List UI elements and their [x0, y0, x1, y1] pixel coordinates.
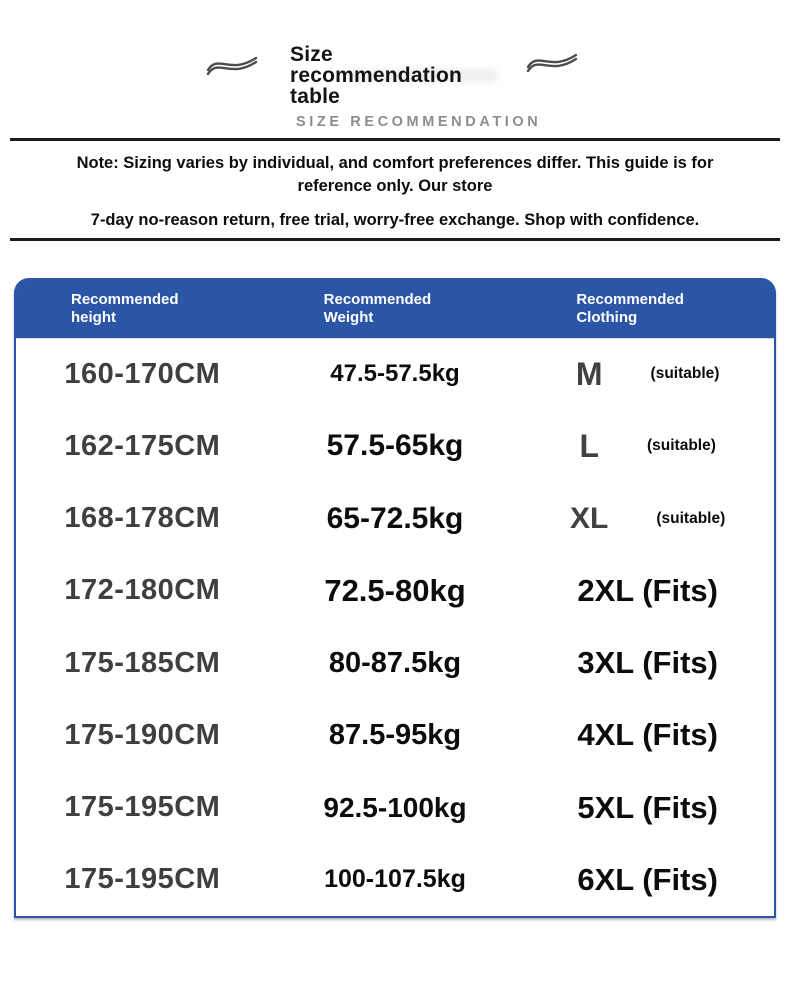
- notice-text-2: 7-day no-reason return, free trial, worry-free exchange. Shop with confidence.: [90, 210, 700, 229]
- clothing-cell: [521, 502, 774, 536]
- table-row: [16, 483, 774, 555]
- weight-cell: 92.5-100kg: [323, 791, 467, 823]
- title-block: [290, 44, 541, 130]
- height-cell: 172-180CM: [64, 574, 221, 607]
- table-row: [16, 844, 774, 916]
- header-label: Clothing: [576, 309, 638, 326]
- clothing-cell: [521, 862, 774, 898]
- height-cell: 175-195CM: [64, 863, 221, 896]
- swash-ornament-right-icon: [523, 47, 581, 77]
- clothing-cell: [521, 356, 774, 393]
- header-cell-height: [16, 280, 269, 338]
- header-label: Recommended: [576, 290, 684, 308]
- clothing-cell: [521, 717, 774, 753]
- weight-cell: 87.5-95kg: [328, 718, 462, 751]
- header-label: height: [71, 309, 116, 326]
- height-cell: 175-185CM: [64, 646, 221, 679]
- height-cell: 162-175CM: [64, 429, 221, 462]
- clothing-cell: [521, 790, 774, 826]
- header-cell-weight: [269, 280, 522, 338]
- table-header-row: [16, 280, 774, 338]
- page-header: [0, 0, 790, 138]
- table-row: [16, 555, 774, 627]
- weight-cell: 57.5-65kg: [326, 429, 464, 463]
- weight-cell: 100-107.5kg: [324, 865, 466, 894]
- clothing-cell: [521, 428, 774, 465]
- size-label: 6XL (Fits): [577, 861, 718, 897]
- table-row: [16, 699, 774, 771]
- page-subtitle: SIZE RECOMMENDATION: [296, 114, 542, 130]
- height-cell: 175-190CM: [64, 718, 221, 751]
- size-label: L: [579, 427, 599, 464]
- height-cell: 160-170CM: [64, 357, 221, 390]
- clothing-cell: [521, 573, 774, 609]
- size-label: 5XL (Fits): [577, 789, 718, 825]
- header-label: Recommended: [323, 290, 432, 308]
- header-label: Weight: [323, 309, 374, 326]
- height-cell: 175-195CM: [64, 791, 221, 824]
- size-label: XL: [570, 501, 609, 535]
- header-label: Recommended: [71, 290, 179, 308]
- table-row: [16, 772, 774, 844]
- table-row: [16, 338, 774, 410]
- notice-text-1: Note: Sizing varies by individual, and comfort preferences differ. This guide is for reference only. Our store: [76, 153, 714, 195]
- size-label: M: [575, 355, 603, 392]
- fit-note: (suitable): [656, 509, 726, 527]
- fit-note: (suitable): [650, 365, 720, 383]
- notice-section: [0, 141, 790, 238]
- weight-cell: 47.5-57.5kg: [330, 360, 460, 388]
- size-label: 4XL (Fits): [577, 717, 718, 753]
- table-row: [16, 410, 774, 482]
- fit-note: (suitable): [646, 437, 716, 455]
- header-cell-clothing: [521, 280, 774, 338]
- weight-cell: 80-87.5kg: [328, 646, 462, 679]
- clothing-cell: [521, 645, 774, 681]
- size-table: [14, 278, 776, 918]
- page-title: Size recommendation table: [290, 43, 462, 108]
- size-label: 3XL (Fits): [577, 645, 718, 681]
- divider-bottom: [10, 238, 780, 241]
- size-label: 2XL (Fits): [577, 572, 718, 608]
- weight-cell: 72.5-80kg: [324, 572, 466, 608]
- table-row: [16, 627, 774, 699]
- height-cell: 168-178CM: [64, 502, 221, 535]
- weight-cell: 65-72.5kg: [326, 501, 464, 535]
- table-body: [16, 338, 774, 916]
- swash-ornament-left-icon: [203, 50, 261, 80]
